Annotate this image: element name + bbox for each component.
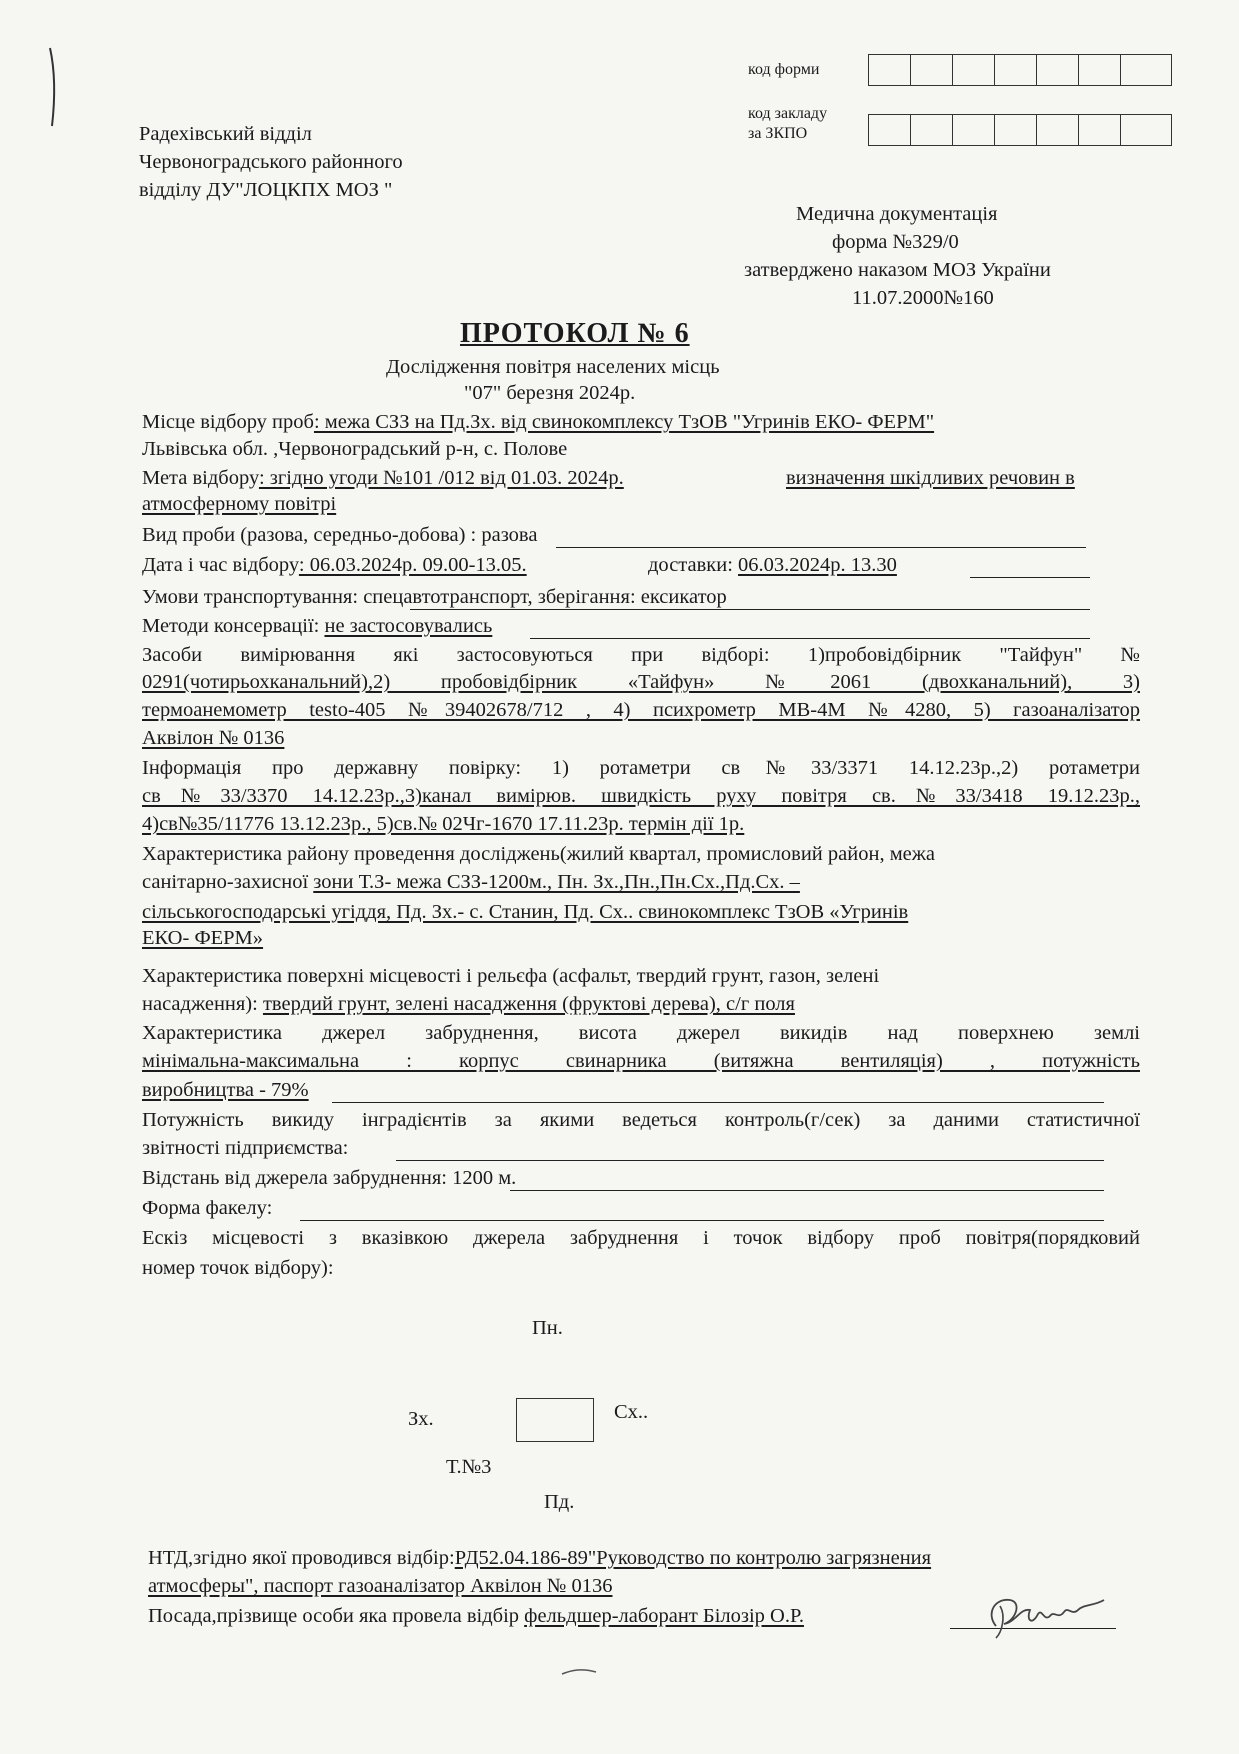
sketch-south: Пд. bbox=[544, 1491, 575, 1513]
sketch-source-box bbox=[516, 1398, 594, 1442]
institution-code-label-1: код закладу bbox=[748, 105, 828, 122]
purpose-label: Мета відбору bbox=[142, 467, 259, 489]
delivery-label: доставки: bbox=[648, 554, 739, 576]
form-code-label: код форми bbox=[748, 61, 820, 78]
conservation-underline bbox=[530, 638, 1090, 639]
conservation-label: Методи консервації: bbox=[142, 615, 325, 637]
district-line-1: Характеристика району проведення досліджень(жилий квартал, промисловий район, межа bbox=[142, 843, 936, 865]
ntd-line-2: атмосферы", паспорт газоаналізатор Аквілон № 0136 bbox=[148, 1575, 613, 1597]
protocol-title: ПРОТОКОЛ № 6 bbox=[460, 318, 690, 349]
sampling-place-value: : межа СЗЗ на Пд.Зх. від свинокомплексу ТзОВ "Угринів ЕКО- ФЕРМ" bbox=[313, 411, 935, 433]
protocol-subtitle: Дослідження повітря населених місць bbox=[386, 356, 720, 378]
transport-value: спецавтотранспорт, зберігання: ексикатор bbox=[363, 586, 727, 608]
purpose-value-b: визначення шкідливих речовин в bbox=[786, 467, 1075, 489]
transport-underline bbox=[410, 609, 1090, 610]
ntd-row bbox=[148, 1546, 931, 1571]
purpose-value: : згідно угоди №101 /012 від 01.03. 2024р. bbox=[258, 467, 624, 489]
medical-doc-line-3: затверджено наказом МОЗ України bbox=[744, 259, 1051, 281]
conservation-row bbox=[142, 614, 492, 639]
sample-type-underline bbox=[556, 547, 1086, 548]
binding-mark bbox=[44, 46, 60, 132]
sample-type-value: разова bbox=[481, 524, 538, 546]
torch-value: : bbox=[266, 1197, 273, 1219]
emission-underline bbox=[396, 1160, 1104, 1161]
instruments-line-4: Аквілон № 0136 bbox=[142, 727, 285, 749]
pen-mark bbox=[560, 1664, 600, 1680]
distance-value: : 1200 м. bbox=[441, 1167, 517, 1189]
district-line-3: сільськогосподарські угіддя, Пд. Зх.- с. Станин, Пд. Сх.. свинокомплекс ТзОВ «Угринів bbox=[142, 901, 909, 923]
instruments-line-2: 0291(чотирьохканальний),2) пробовідбірник «Тайфун» №2061 (двохканальний), 3) bbox=[142, 671, 1140, 693]
sketch-east: Сх.. bbox=[614, 1401, 649, 1423]
district-line-2b: зони Т.З- межа СЗЗ-1200м., Пн. Зх.,Пн.,Пн.Сх.,Пд.Сх. – bbox=[313, 871, 800, 893]
sampling-place-label: Місце відбору проб bbox=[142, 411, 314, 433]
emission-line-1: Потужність викиду інградієнтів за якими ведеться контроль(г/сек) за даними статистичної bbox=[142, 1109, 1140, 1131]
sketch-point: Т.№3 bbox=[446, 1456, 492, 1478]
purpose-line-2: атмосферному повітрі bbox=[142, 493, 337, 515]
sketch-west: Зх. bbox=[408, 1408, 434, 1430]
sources-line-2: мінімальна-максимальна : корпус свинарника (витяжна вентиляція) , потужність bbox=[142, 1050, 1140, 1072]
transport-row bbox=[142, 585, 727, 610]
torch-row bbox=[142, 1196, 272, 1221]
org-line-2: Червоноградського районного bbox=[139, 151, 403, 173]
form-code-boxes[interactable] bbox=[868, 54, 1172, 86]
torch-label: Форма факелу bbox=[142, 1197, 267, 1219]
institution-code-label-2: за ЗКПО bbox=[748, 125, 808, 142]
instruments-line-1: Засоби вимірювання які застосовуються при відборі: 1)пробовідбірник "Тайфун" № bbox=[142, 644, 1140, 666]
delivery-underline bbox=[970, 577, 1090, 578]
sources-line-1: Характеристика джерел забруднення, висота джерел викидів над поверхнею землі bbox=[142, 1022, 1140, 1044]
protocol-date: "07" березня 2024р. bbox=[464, 382, 636, 404]
distance-label: Відстань від джерела забруднення bbox=[142, 1167, 442, 1189]
district-row-2 bbox=[142, 870, 800, 895]
torch-underline bbox=[300, 1220, 1104, 1221]
sources-underline bbox=[332, 1102, 1104, 1103]
sources-line-3: виробництва - 79% bbox=[142, 1079, 309, 1101]
purpose-row bbox=[142, 466, 624, 491]
medical-doc-line-2: форма №329/0 bbox=[832, 231, 959, 253]
sampling-place-row bbox=[142, 410, 934, 435]
person-label: Посада,прізвище особи яка провела відбір bbox=[148, 1605, 525, 1627]
surface-line-2-value: твердий грунт, зелені насадження (фруктові дерева), с/г поля bbox=[262, 993, 795, 1015]
datetime-row bbox=[142, 553, 527, 578]
surface-line-2-label: насадження): bbox=[142, 993, 263, 1015]
distance-row bbox=[142, 1166, 516, 1191]
ntd-value: РД52.04.186-89"Руководство по контролю загрязнения bbox=[454, 1547, 932, 1569]
datetime-label: Дата і час відбору bbox=[142, 554, 299, 576]
org-line-1: Радехівський відділ bbox=[139, 123, 312, 145]
transport-label: Умови транспортування: bbox=[142, 586, 364, 608]
district-line-2a: санітарно-захисної bbox=[142, 871, 314, 893]
person-value: фельдшер-лаборант Білозір О.Р. bbox=[524, 1605, 804, 1627]
emission-line-2: звітності підприємства: bbox=[142, 1137, 349, 1159]
sketch-line-1: Ескіз місцевості з вказівкою джерела забруднення і точок відбору проб повітря(порядковий bbox=[142, 1227, 1140, 1249]
org-line-3: відділу ДУ"ЛОЦКПХ МОЗ " bbox=[139, 179, 393, 201]
sample-type-row bbox=[142, 523, 537, 548]
verification-line-3: 4)св№35/11776 13.12.23р., 5)св.№ 02Чг-1670 17.11.23р. термін дії 1р. bbox=[142, 813, 745, 835]
medical-doc-line-1: Медична документація bbox=[796, 203, 998, 225]
distance-underline bbox=[510, 1190, 1104, 1191]
surface-row-2 bbox=[142, 992, 795, 1017]
sketch-line-2: номер точок відбору): bbox=[142, 1257, 334, 1279]
district-line-4: ЕКО- ФЕРМ» bbox=[142, 927, 264, 949]
surface-line-1: Характеристика поверхні місцевості і рельєфа (асфальт, твердий грунт, газон, зелені bbox=[142, 965, 880, 987]
instruments-line-3: термоанемометр testo-405 №39402678/712 , 4) психрометр МВ-4М №4280, 5) газоаналізатор bbox=[142, 699, 1140, 721]
verification-line-1: Інформація про державну повірку: 1) ротаметри св№33/3371 14.12.23р.,2) ротаметри bbox=[142, 757, 1140, 779]
delivery-value: 06.03.2024р. 13.30 bbox=[738, 554, 897, 576]
conservation-value: не застосовувались bbox=[324, 615, 493, 637]
institution-code-boxes[interactable] bbox=[868, 114, 1172, 146]
verification-line-2: св№33/3370 14.12.23р.,3)канал вимірюв. швидкість руху повітря св.№33/3418 19.12.23р., bbox=[142, 785, 1140, 807]
person-row bbox=[148, 1604, 804, 1629]
delivery-row bbox=[648, 553, 897, 578]
sampling-place-line-2: Львівська обл. ,Червоноградський р-н, с. Полове bbox=[142, 438, 568, 460]
sketch-north: Пн. bbox=[532, 1317, 563, 1339]
sample-type-label: Вид проби (разова, середньо-добова) : bbox=[142, 524, 482, 546]
ntd-label: НТД,згідно якої проводився відбір: bbox=[148, 1547, 455, 1569]
signature-image bbox=[976, 1586, 1126, 1646]
medical-doc-line-4: 11.07.2000№160 bbox=[852, 287, 994, 309]
datetime-value: : 06.03.2024р. 09.00-13.05. bbox=[298, 554, 527, 576]
